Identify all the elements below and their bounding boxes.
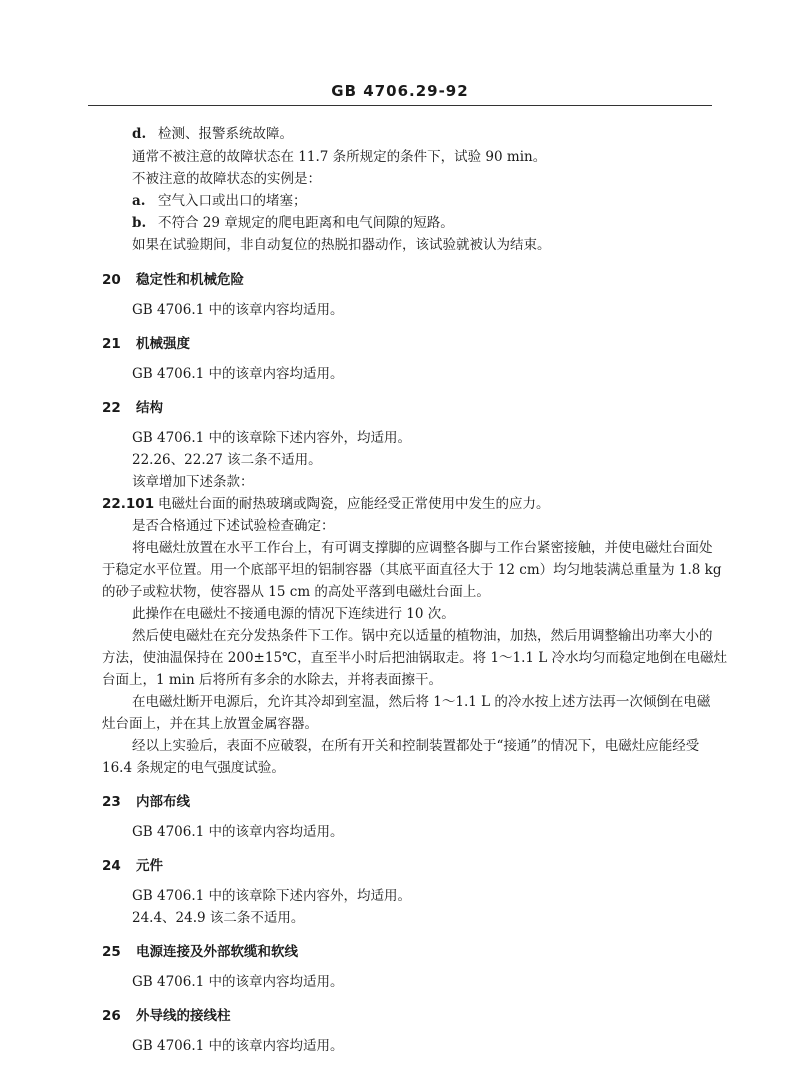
section-text: 24.4、24.9 该二条不适用。 (132, 910, 305, 926)
section-number: 26 (102, 1008, 121, 1024)
list-item-d (132, 122, 293, 142)
header-rule (88, 105, 712, 106)
section-title: 外导线的接线柱 (136, 1008, 231, 1024)
section-number: 23 (102, 794, 121, 810)
section-title: 内部布线 (136, 794, 190, 810)
clause-line: 方法，使油温保持在 200±15℃，直至半小时后把油锅取走。将 1～1.1 L 冷水均匀而稳定地倒在电磁灶 (102, 650, 728, 666)
section-heading-24 (102, 854, 163, 874)
list-label: a. (132, 193, 146, 209)
section-text: 22.26、22.27 该二条不适用。 (132, 452, 322, 468)
section-heading-21 (102, 332, 190, 352)
clause-line: 将电磁灶放置在水平工作台上，有可调支撑脚的应调整各脚与工作台紧密接触，并使电磁灶台面处 (132, 540, 713, 556)
list-label: b. (132, 215, 147, 231)
section-heading-22 (102, 396, 163, 416)
list-text: 检测、报警系统故障。 (158, 126, 293, 142)
clause-line: 经以上实验后，表面不应破裂，在所有开关和控制装置都处于“接通”的情况下，电磁灶应能经受 (132, 738, 700, 754)
section-title: 机械强度 (136, 336, 190, 352)
clause-line: 灶台面上，并在其上放置金属容器。 (102, 716, 318, 732)
paragraph: 如果在试验期间，非自动复位的热脱扣器动作，该试验就被认为结束。 (132, 237, 551, 253)
list-label: d. (132, 126, 147, 142)
section-number: 21 (102, 336, 121, 352)
clause-line: 16.4 条规定的电气强度试验。 (102, 760, 285, 776)
section-heading-25 (102, 940, 298, 960)
clause-line: 是否合格通过下述试验检查确定： (132, 518, 335, 534)
section-number: 20 (102, 272, 121, 288)
section-heading-23 (102, 790, 190, 810)
section-number: 25 (102, 944, 121, 960)
paragraph: 通常不被注意的故障状态在 11.7 条所规定的条件下，试验 90 min。 (132, 149, 547, 165)
section-number: 22 (102, 400, 121, 416)
list-item-b (132, 211, 454, 231)
clause-line: 台面上，1 min 后将所有多余的水除去，并将表面擦干。 (102, 672, 442, 688)
clause-line: 然后使电磁灶在充分发热条件下工作。锅中充以适量的植物油，加热，然后用调整输出功率大小的 (132, 628, 713, 644)
clause-line: 的砂子或粒状物，使容器从 15 cm 的高处平落到电磁灶台面上。 (102, 584, 490, 600)
section-title: 稳定性和机械危险 (136, 272, 244, 288)
list-text: 空气入口或出口的堵塞； (158, 193, 307, 209)
section-text: GB 4706.1 中的该章除下述内容外，均适用。 (132, 430, 412, 446)
list-item-a (132, 189, 307, 209)
section-title: 电源连接及外部软缆和软线 (136, 944, 298, 960)
list-text: 不符合 29 章规定的爬电距离和电气间隙的短路。 (158, 215, 454, 231)
clause-line: 于稳定水平位置。用一个底部平坦的铝制容器（其底平面直径大于 12 cm）均匀地装满总重量为 1.8 kg (102, 562, 722, 578)
clause-title: 电磁灶台面的耐热玻璃或陶瓷，应能经受正常使用中发生的应力。 (158, 496, 550, 512)
section-text: GB 4706.1 中的该章内容均适用。 (132, 302, 344, 318)
section-number: 24 (102, 858, 121, 874)
clause-22-101-heading (102, 492, 550, 512)
section-text: 该章增加下述条款： (132, 474, 254, 490)
section-text: GB 4706.1 中的该章除下述内容外，均适用。 (132, 888, 412, 904)
section-heading-26 (102, 1004, 231, 1024)
section-title: 结构 (136, 400, 163, 416)
clause-line: 在电磁灶断开电源后，允许其冷却到室温，然后将 1～1.1 L 的冷水按上述方法再一次倾倒在电磁 (132, 694, 711, 710)
section-title: 元件 (136, 858, 163, 874)
paragraph: 不被注意的故障状态的实例是： (132, 171, 321, 187)
section-text: GB 4706.1 中的该章内容均适用。 (132, 974, 344, 990)
section-heading-20 (102, 268, 244, 288)
clause-line: 此操作在电磁灶不接通电源的情况下连续进行 10 次。 (132, 606, 455, 622)
section-text: GB 4706.1 中的该章内容均适用。 (132, 824, 344, 840)
section-text: GB 4706.1 中的该章内容均适用。 (132, 366, 344, 382)
section-text: GB 4706.1 中的该章内容均适用。 (132, 1038, 344, 1054)
page-header: GB 4706.29-92 (331, 82, 469, 100)
clause-number: 22.101 (102, 496, 155, 512)
